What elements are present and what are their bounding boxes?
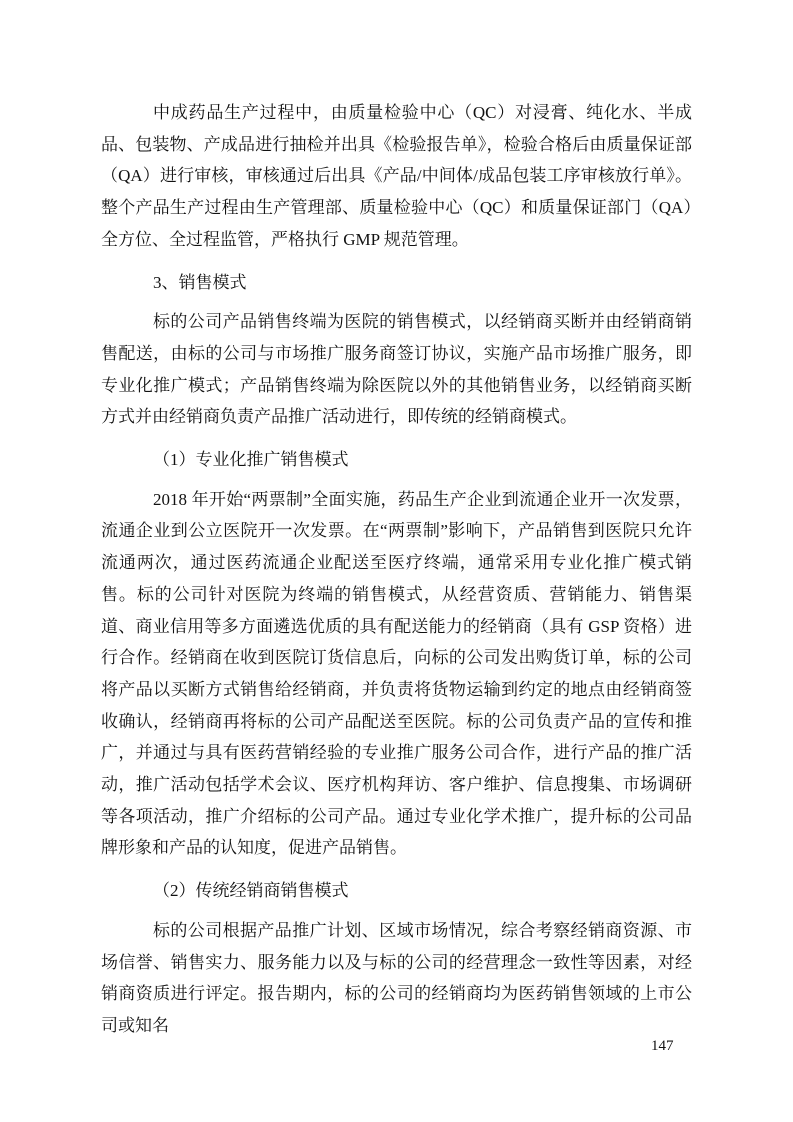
paragraph-sales-model-overview: 标的公司产品销售终端为医院的销售模式，以经销商买断并由经销商销售配送，由标的公司与市场推广服务商签订协议，实施产品市场推广服务，即专业化推广模式；产品销售终端为除医院以外的其他销售业务，以经销商买断方式并由经销商负责产品推广活动进行，即传统的经销商模式。: [101, 312, 692, 427]
heading-sales-model: 3、销售模式: [153, 272, 247, 292]
heading-traditional-distributor-model: （2）传统经销商销售模式: [153, 881, 349, 901]
paragraph-qc-production-process: 中成药品生产过程中，由质量检验中心（QC）对浸膏、纯化水、半成品、包装物、产成品进行抽检并出具《检验报告单》，检验合格后由质量保证部（QA）进行审核，审核通过后出具《产品/中间体/成品包装工序审核放行单》。整个产品生产过程由生产管理部、质量检验中心（QC）和质量保证部门（QA）全方位、全过程监管，严格执行 GMP 规范管理。: [101, 103, 692, 249]
document-body: [101, 97, 692, 1042]
paragraph-traditional-distributor-detail: 标的公司根据产品推广计划、区域市场情况，综合考察经销商资源、市场信誉、销售实力、服务能力以及与标的公司的经营理念一致性等因素，对经销商资质进行评定。报告期内，标的公司的经销商均为医药销售领域的上市公司或知名: [101, 920, 692, 1035]
paragraph-specialized-promotion-detail: 2018 年开始“两票制”全面实施，药品生产企业到流通企业开一次发票，流通企业到公立医院开一次发票。在“两票制”影响下，产品销售到医院只允许流通两次，通过医药流通企业配送至医疗终端，通常采用专业化推广模式销售。标的公司针对医院为终端的销售模式，从经营资质、营销能力、销售渠道、商业信用等多方面遴选优质的具有配送能力的经销商（具有 GSP 资格）进行合作。经销商在收到医院订货信息后，向标的公司发出购货订单，标的公司将产品以买断方式销售给经销商，并负责将货物运输到约定的地点由经销商签收确认，经销商再将标的公司产品配送至医院。标的公司负责产品的宣传和推广，并通过与具有医药营销经验的专业推广服务公司合作，进行产品的推广活动，推广活动包括学术会议、医疗机构拜访、客户维护、信息搜集、市场调研等各项活动，推广介绍标的公司产品。通过专业化学术推广，提升标的公司品牌形象和产品的认知度，促进产品销售。: [101, 489, 692, 858]
heading-specialized-promotion-model: （1）专业化推广销售模式: [153, 450, 349, 470]
page-number: 147: [651, 1038, 674, 1054]
